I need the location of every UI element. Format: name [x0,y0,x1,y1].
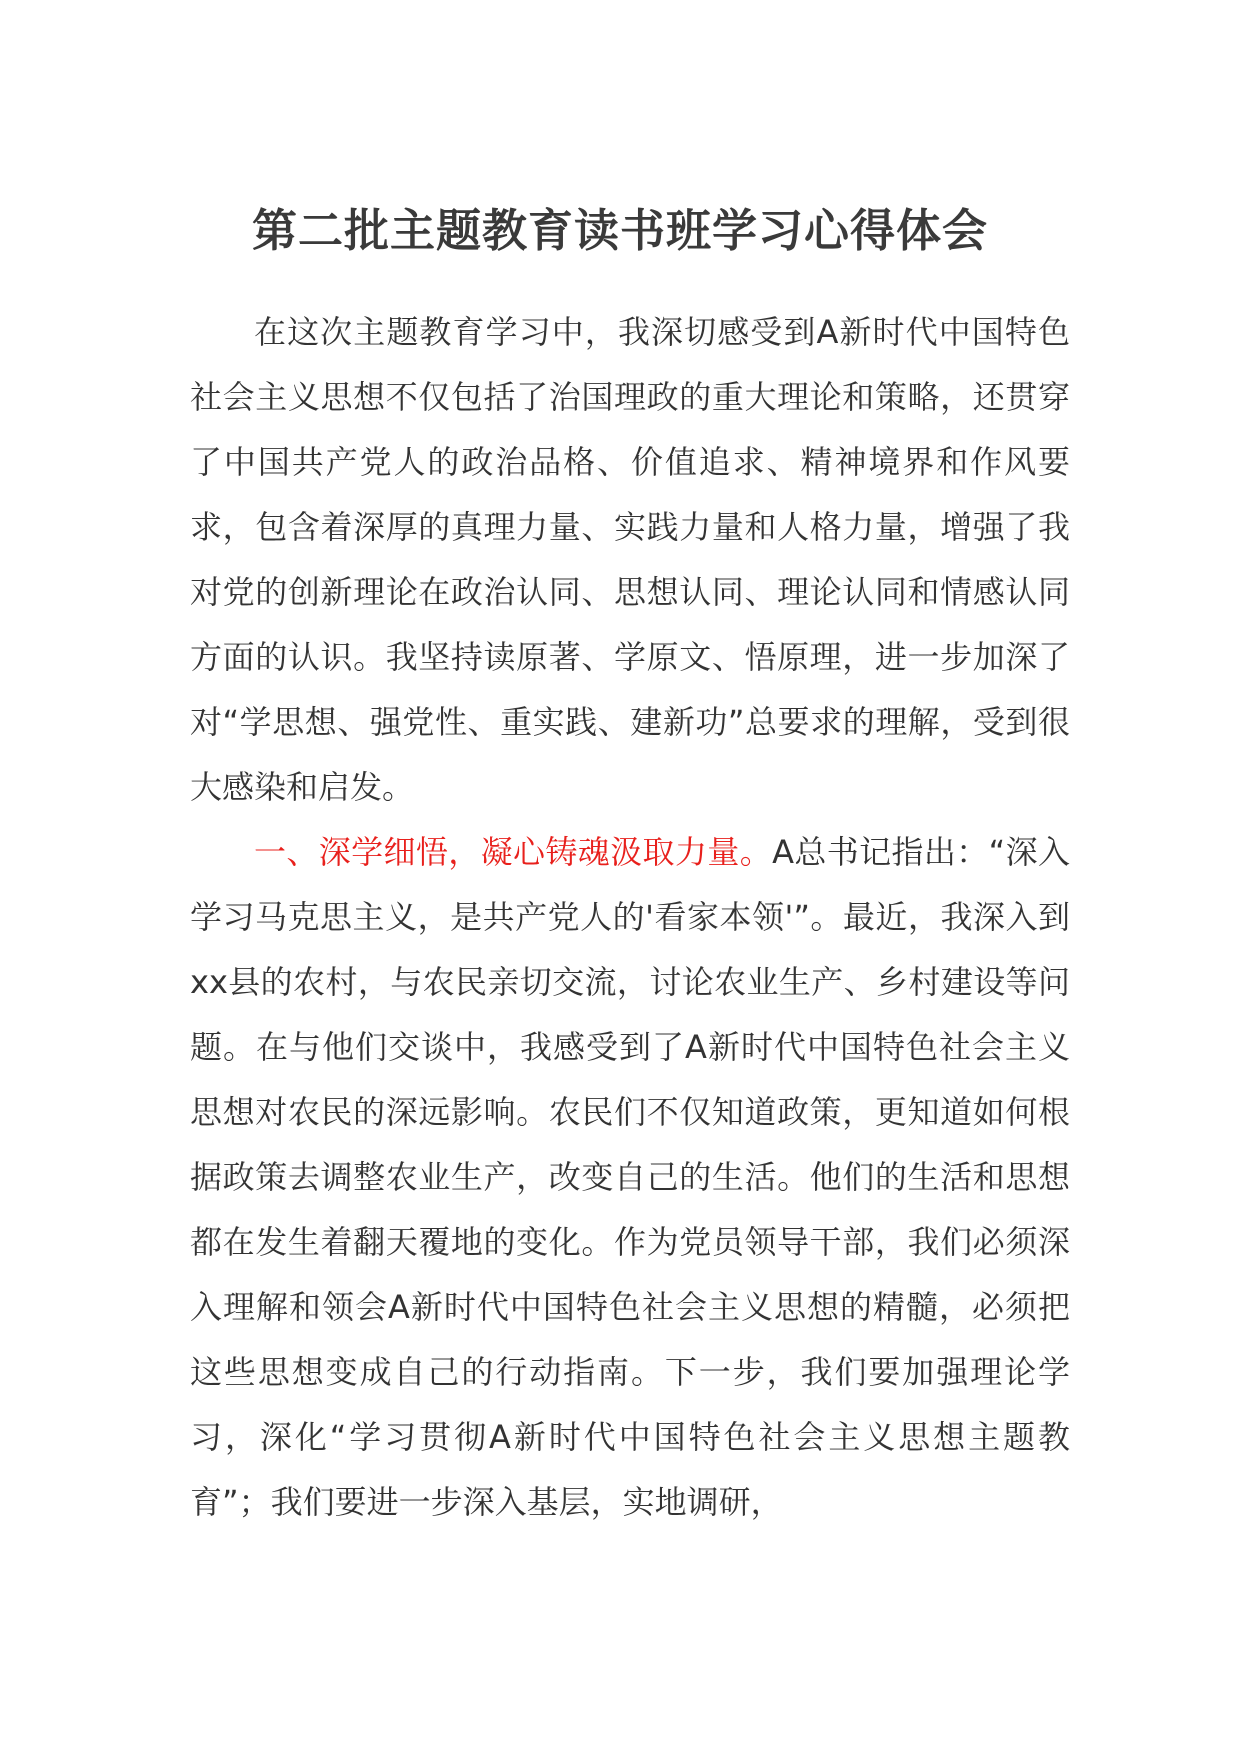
paragraph-section-one [190,820,1070,1535]
document-title: 第二批主题教育读书班学习心得体会 [251,204,988,257]
section-heading: 一、深学细悟，凝心铸魂汲取力量。 [254,833,773,871]
document-body [190,300,1070,1535]
paragraph-section-one-text: A总书记指出：“深入学习马克思主义，是共产党人的'看家本领'”。最近，我深入到xx县的农村，与农民亲切交流，讨论农业生产、乡村建设等问题。在与他们交谈中，我感受到了A新时代中国特色社会主义思想对农民的深远影响。农民们不仅知道政策，更知道如何根据政策去调整农业生产，改变自己的生活。他们的生活和思想都在发生着翻天覆地的变化。作为党员领导干部，我们必须深入理解和领会A新时代中国特色社会主义思想的精髓，必须把这些思想变成自己的行动指南。下一步，我们要加强理论学习，深化“学习贯彻A新时代中国特色社会主义思想主题教育”；我们要进一步深入基层，实地调研， [190,833,1070,1521]
paragraph-intro [190,300,1070,820]
paragraph-intro-text: 在这次主题教育学习中，我深切感受到A新时代中国特色社会主义思想不仅包括了治国理政的重大理论和策略，还贯穿了中国共产党人的政治品格、价值追求、精神境界和作风要求，包含着深厚的真理力量、实践力量和人格力量，增强了我对党的创新理论在政治认同、思想认同、理论认同和情感认同方面的认识。我坚持读原著、学原文、悟原理，进一步加深了对“学思想、强党性、重实践、建新功”总要求的理解，受到很大感染和启发。 [190,313,1070,806]
